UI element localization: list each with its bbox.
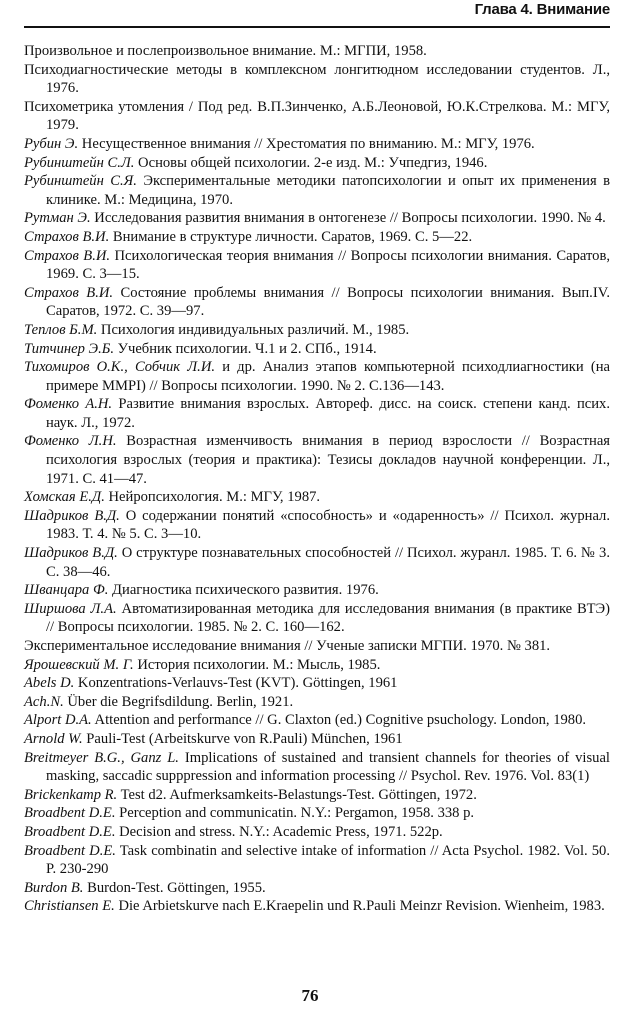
reference-author: Christiansen E. <box>24 898 115 915</box>
reference-text: Несущественное внимания // Хрестоматия по вниманию. М.: МГУ, 1976. <box>78 135 535 152</box>
reference-entry <box>24 786 610 805</box>
reference-author: Рутман Э. <box>24 210 91 227</box>
reference-text: Внимание в структуре личности. Саратов, 1969. С. 5—22. <box>109 228 473 245</box>
reference-entry <box>24 879 610 898</box>
reference-text: Состояние проблемы внимания // Вопросы психологии внимания. Вып.IV. Саратов, 1972. С. 39—97. <box>46 284 610 320</box>
reference-text: Психологическая теория внимания // Вопросы психологии внимания. Саратов, 1969. С. 3—15. <box>46 247 611 283</box>
reference-entry <box>24 98 610 135</box>
reference-text: Burdon-Test. Göttingen, 1955. <box>83 879 266 896</box>
reference-entry <box>24 395 610 432</box>
reference-entry <box>24 135 610 154</box>
reference-entry <box>24 172 610 209</box>
reference-author: Brickenkamp R. <box>24 786 118 803</box>
reference-entry <box>24 749 610 786</box>
reference-entry <box>24 600 610 637</box>
reference-text: Психодиагностические методы в комплексном лонгитюдном исследовании студентов. Л., 1976. <box>24 61 610 97</box>
reference-author: Рубинштейн С.Л. <box>24 154 135 171</box>
reference-author: Теплов Б.М. <box>24 321 98 338</box>
reference-entry <box>24 674 610 693</box>
reference-author: Фоменко А.Н. <box>24 396 113 413</box>
reference-author: Хомская Е.Д. <box>24 489 105 506</box>
reference-text: Произвольное и послепроизвольное внимание. М.: МГПИ, 1958. <box>24 43 427 59</box>
reference-entry <box>24 228 610 247</box>
reference-text: История психологии. М.: Мысль, 1985. <box>133 656 381 673</box>
reference-entry <box>24 154 610 173</box>
reference-text: О структуре познавательных способностей // Психол. журанл. 1985. Т. 6. № 3. С. 38—46. <box>46 545 610 580</box>
reference-entry <box>24 358 610 395</box>
reference-text: Экспериментальное исследование внимания // Ученые записки МГПИ. 1970. № 381. <box>24 638 551 654</box>
reference-author: Alport D.A. <box>24 712 92 729</box>
reference-text: Экспериментальные методики патопсихологии и опыт их применения в клинике. М.: Медицина, 1970. <box>46 173 610 208</box>
reference-text: Возрастная изменчивость внимания в период взрослости // Возрастная психология взрослых (теория и практика): Тезисы докладов научной конференции. Л., 1971. С. 41—47. <box>46 433 611 487</box>
reference-text: и др. Анализ этапов компьютерной психодлиагностики (на примере MMPI) // Вопросы психологии. 1990. № 2. С.136—143. <box>46 359 611 394</box>
reference-entry <box>24 209 610 228</box>
reference-entry <box>24 42 610 61</box>
reference-entry <box>24 284 610 321</box>
reference-text: Автоматизированная методика для исследования внимания (в практике ВТЭ) // Вопросы психологии. 1985. № 2. С. 160—162. <box>46 600 611 636</box>
reference-entry <box>24 321 610 340</box>
reference-text: Основы общей психологии. 2-е изд. М.: Учпедгиз, 1946. <box>134 154 488 171</box>
reference-author: Страхов В.И. <box>24 228 110 245</box>
reference-text: Attention and performance // G. Claxton (ed.) Cognitive psuchology. London, 1980. <box>91 712 587 729</box>
reference-entry <box>24 340 610 359</box>
reference-entry <box>24 693 610 712</box>
reference-entry <box>24 823 610 842</box>
reference-author: Тихомиров О.К., Собчик Л.И. <box>24 359 216 376</box>
reference-text: Task combinatin and selective intake of information // Acta Psychol. 1982. Vol. 50. P. 230-290 <box>46 842 610 878</box>
reference-entry <box>24 507 610 544</box>
reference-text: Учебник психологии. Ч.1 и 2. СПб., 1914. <box>114 340 377 357</box>
page-header <box>24 0 610 28</box>
reference-author: Ширшова Л.А. <box>24 600 117 617</box>
reference-author: Abels D. <box>24 675 75 692</box>
reference-author: Рубин Э. <box>24 135 79 152</box>
reference-author: Broadbent D.E. <box>24 823 116 840</box>
reference-entry <box>24 247 610 284</box>
reference-entry <box>24 656 610 675</box>
reference-author: Рубинштейн С.Я. <box>24 173 137 190</box>
reference-entry <box>24 730 610 749</box>
reference-text: Konzentrations-Verlauvs-Test (KVT). Göttingen, 1961 <box>74 675 398 692</box>
reference-text: Нейропсихология. М.: МГУ, 1987. <box>104 489 321 506</box>
reference-author: Шадриков В.Д. <box>24 507 120 524</box>
reference-author: Breitmeyer B.G., Ganz L. <box>24 749 179 766</box>
reference-entry <box>24 804 610 823</box>
reference-author: Broadbent D.E. <box>24 842 116 859</box>
reference-author: Фоменко Л.Н. <box>24 433 117 450</box>
reference-text: Психометрика утомления / Под ред. В.П.Зинченко, А.Б.Леоновой, Ю.К.Стрелкова. М.: МГУ, 1979. <box>24 98 610 134</box>
page-number: 76 <box>301 986 319 1005</box>
reference-author: Broadbent D.E. <box>24 805 116 822</box>
reference-text: Психология индивидуальных различий. М., 1985. <box>97 321 410 338</box>
reference-text: Диагностика психического развития. 1976. <box>108 582 379 599</box>
reference-text: Pauli-Test (Arbeitskurve von R.Pauli) München, 1961 <box>82 730 403 747</box>
reference-text: Über die Begrifsdildung. Berlin, 1921. <box>63 693 294 710</box>
reference-text: Исследования развития внимания в онтогенезе // Вопросы психологии. 1990. № 4. <box>90 210 606 227</box>
reference-text: Развитие внимания взрослых. Автореф. дисс. на соиск. степени канд. псих. наук. Л., 1972. <box>46 396 610 431</box>
reference-text: Die Arbietskurve nach E.Kraepelin und R.Pauli Meinzr Revision. Wienheim, 1983. <box>114 898 605 915</box>
reference-text: Decision and stress. N.Y.: Academic Press, 1971. 522p. <box>115 823 443 840</box>
reference-author: Burdon B. <box>24 879 84 896</box>
reference-author: Титчинер Э.Б. <box>24 340 114 357</box>
reference-entry <box>24 897 610 916</box>
reference-entry <box>24 842 610 879</box>
reference-entry <box>24 432 610 488</box>
reference-entry <box>24 581 610 600</box>
reference-author: Страхов В.И. <box>24 247 111 264</box>
reference-entry <box>24 544 610 581</box>
reference-text: О содержании понятий «способность» и «одаренность» // Психол. журнал. 1983. Т. 4. № 5. С. 3—10. <box>46 507 610 543</box>
reference-entry <box>24 488 610 507</box>
reference-entry <box>24 711 610 730</box>
reference-author: Шадриков В.Д. <box>24 545 118 562</box>
reference-list <box>24 42 610 916</box>
reference-author: Arnold W. <box>24 730 83 747</box>
reference-text: Implications of sustained and transient channels for theories of visual masking, saccadic supppression and information processing // Psychol. Rev. 1976. Vol. 83(1) <box>46 749 610 785</box>
reference-author: Ach.N. <box>24 693 64 710</box>
reference-entry <box>24 637 610 656</box>
chapter-title: Глава 4. Внимание <box>474 1 610 18</box>
reference-author: Страхов В.И. <box>24 284 114 301</box>
reference-author: Шванцара Ф. <box>24 582 109 599</box>
reference-entry <box>24 61 610 98</box>
reference-text: Perception and communicatin. N.Y.: Pergamon, 1958. 338 p. <box>115 805 475 822</box>
reference-author: Ярошевский М. Г. <box>24 656 134 673</box>
reference-text: Test d2. Aufmerksamkeits-Belastungs-Test. Göttingen, 1972. <box>117 786 477 803</box>
